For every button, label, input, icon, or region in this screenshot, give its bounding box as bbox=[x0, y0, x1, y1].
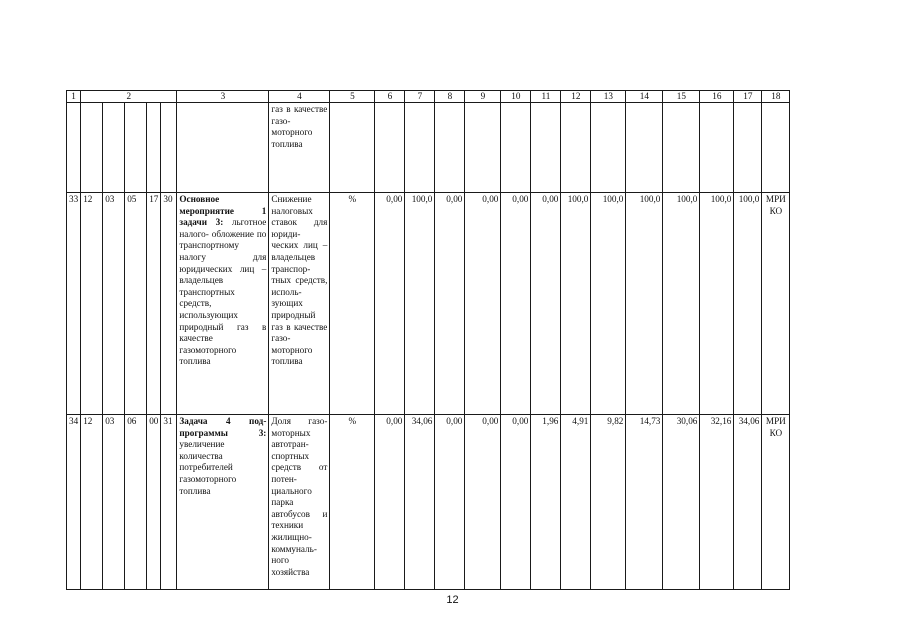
row-code bbox=[125, 103, 147, 193]
value-cell: 0,00 bbox=[435, 415, 465, 590]
page-number: 12 bbox=[446, 594, 459, 606]
row-code: 00 bbox=[147, 415, 161, 590]
value-cell: 1,96 bbox=[531, 415, 561, 590]
value-cell bbox=[375, 103, 405, 193]
row-code bbox=[147, 103, 161, 193]
header-cell: 15 bbox=[663, 91, 700, 103]
row-code: 03 bbox=[103, 415, 125, 590]
unit-cell: % bbox=[330, 193, 375, 415]
table-row bbox=[67, 193, 845, 415]
table-row bbox=[67, 415, 845, 590]
header-cell: 4 bbox=[269, 91, 330, 103]
header-cell: 8 bbox=[435, 91, 465, 103]
header-cell: 11 bbox=[531, 91, 561, 103]
indicator-name: Доля газо- моторных автотран- спортных средств от потен- циального парка автобусов и техники жилищно- коммуналь- ного хозяйства bbox=[269, 415, 330, 590]
header-cell: 16 bbox=[700, 91, 734, 103]
header-row bbox=[67, 91, 845, 103]
value-cell: 100,0 bbox=[626, 193, 663, 415]
unit-cell bbox=[330, 103, 375, 193]
measure-name bbox=[177, 415, 269, 590]
row-code: 30 bbox=[161, 193, 177, 415]
header-cell: 10 bbox=[501, 91, 531, 103]
value-cell bbox=[435, 103, 465, 193]
row-code: 31 bbox=[161, 415, 177, 590]
value-cell bbox=[626, 103, 663, 193]
row-code bbox=[103, 103, 125, 193]
row-code: 12 bbox=[81, 193, 103, 415]
value-cell: 100,0 bbox=[405, 193, 435, 415]
value-cell: 100,0 bbox=[700, 193, 734, 415]
header-cell: 5 bbox=[330, 91, 375, 103]
row-code bbox=[81, 103, 103, 193]
header-cell: 6 bbox=[375, 91, 405, 103]
header-cell: 9 bbox=[465, 91, 501, 103]
header-cell: 12 bbox=[561, 91, 591, 103]
value-cell: 30,06 bbox=[663, 415, 700, 590]
header-cell: 3 bbox=[177, 91, 269, 103]
unit-cell: % bbox=[330, 415, 375, 590]
row-code: 05 bbox=[125, 193, 147, 415]
value-cell bbox=[405, 103, 435, 193]
measure-name-rest: увеличение количества потребителей газомоторного топлива bbox=[179, 439, 237, 496]
value-cell bbox=[465, 103, 501, 193]
row-code bbox=[161, 103, 177, 193]
indicators-table bbox=[66, 90, 845, 590]
value-cell: 0,00 bbox=[465, 193, 501, 415]
value-cell: 100,0 bbox=[561, 193, 591, 415]
value-cell bbox=[501, 103, 531, 193]
measure-name bbox=[177, 193, 269, 415]
value-cell: 100,0 bbox=[663, 193, 700, 415]
header-cell: 2 bbox=[81, 91, 177, 103]
value-cell bbox=[591, 103, 626, 193]
value-cell: 34,06 bbox=[734, 415, 762, 590]
value-cell: 14,73 bbox=[626, 415, 663, 590]
value-cell bbox=[700, 103, 734, 193]
value-cell: 0,00 bbox=[501, 415, 531, 590]
value-cell: 32,16 bbox=[700, 415, 734, 590]
indicator-name: газ в качестве газо- моторного топлива bbox=[269, 103, 330, 193]
row-code: 06 bbox=[125, 415, 147, 590]
row-code: 03 bbox=[103, 193, 125, 415]
header-cell: 13 bbox=[591, 91, 626, 103]
header-cell: 1 bbox=[67, 91, 81, 103]
value-cell: 4,91 bbox=[561, 415, 591, 590]
value-cell bbox=[663, 103, 700, 193]
header-cell: 18 bbox=[762, 91, 790, 103]
table-row bbox=[67, 103, 845, 193]
value-cell: 0,00 bbox=[375, 415, 405, 590]
indicator-name: Снижение налоговых ставок для юриди- ческих лиц – владельцев транспор- тных средств, исполь- зующих природный газ в качестве газо- моторного топлива bbox=[269, 193, 330, 415]
value-cell: 34,06 bbox=[405, 415, 435, 590]
measure-name-rest: льготное налого- обложение по транспортному налогу для юридических лиц – владельцев транспортных средств, использующих природный газ в качестве газомоторного топлива bbox=[179, 217, 267, 367]
responsible-org: МРИ КО bbox=[762, 415, 790, 590]
value-cell bbox=[734, 103, 762, 193]
value-cell: 100,0 bbox=[591, 193, 626, 415]
header-cell: 17 bbox=[734, 91, 762, 103]
responsible-org: МРИ КО bbox=[762, 193, 790, 415]
header-cell: 7 bbox=[405, 91, 435, 103]
measure-name-bold: Задача 4 под- программы 3: bbox=[179, 416, 267, 438]
measure-name-bold: Основное мероприятие 1 задачи 3: bbox=[179, 194, 267, 228]
row-code: 34 bbox=[67, 415, 81, 590]
value-cell: 0,00 bbox=[465, 415, 501, 590]
row-code: 33 bbox=[67, 193, 81, 415]
value-cell bbox=[561, 103, 591, 193]
row-code: 12 bbox=[81, 415, 103, 590]
value-cell bbox=[531, 103, 561, 193]
value-cell: 0,00 bbox=[501, 193, 531, 415]
value-cell: 100,0 bbox=[734, 193, 762, 415]
value-cell: 9,82 bbox=[591, 415, 626, 590]
row-code bbox=[67, 103, 81, 193]
value-cell: 0,00 bbox=[375, 193, 405, 415]
value-cell: 0,00 bbox=[531, 193, 561, 415]
measure-name bbox=[177, 103, 269, 193]
value-cell: 0,00 bbox=[435, 193, 465, 415]
responsible-org bbox=[762, 103, 790, 193]
row-code: 17 bbox=[147, 193, 161, 415]
header-cell: 14 bbox=[626, 91, 663, 103]
